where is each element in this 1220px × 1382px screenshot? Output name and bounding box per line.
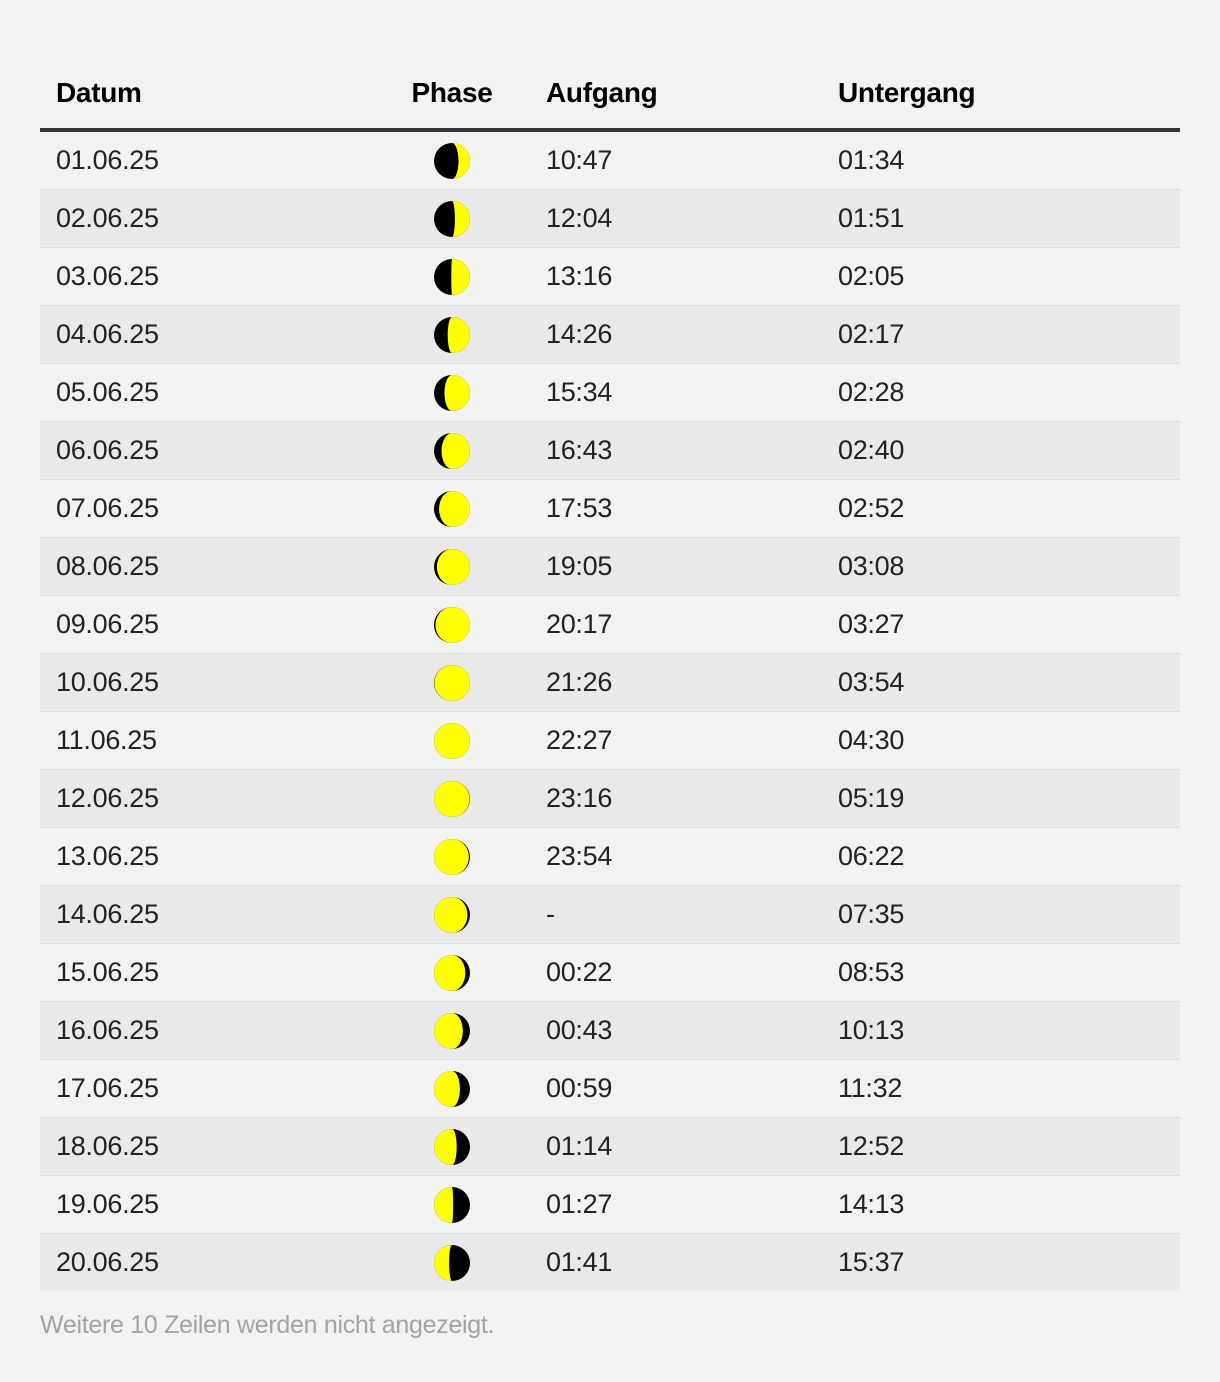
- cell-rise: -: [530, 886, 822, 944]
- moon-phase-icon: [433, 490, 471, 528]
- moon-phase-table: [40, 58, 1180, 1291]
- header-rise[interactable]: Aufgang: [530, 58, 822, 130]
- cell-set: 12:52: [822, 1118, 1180, 1176]
- table-row: [40, 654, 1180, 712]
- moon-phase-icon: [433, 1244, 471, 1282]
- cell-rise: 20:17: [530, 596, 822, 654]
- cell-rise: 16:43: [530, 422, 822, 480]
- table-row: [40, 944, 1180, 1002]
- table-row: [40, 190, 1180, 248]
- cell-rise: 19:05: [530, 538, 822, 596]
- table-row: [40, 130, 1180, 190]
- cell-phase: [374, 364, 530, 422]
- cell-date: 19.06.25: [40, 1176, 374, 1234]
- cell-rise: 12:04: [530, 190, 822, 248]
- table-header: [40, 58, 1180, 130]
- cell-set: 02:05: [822, 248, 1180, 306]
- cell-date: 07.06.25: [40, 480, 374, 538]
- table-body: [40, 130, 1180, 1291]
- cell-phase: [374, 1234, 530, 1292]
- cell-set: 15:37: [822, 1234, 1180, 1292]
- cell-date: 20.06.25: [40, 1234, 374, 1292]
- moon-phase-icon: [433, 1070, 471, 1108]
- cell-phase: [374, 306, 530, 364]
- cell-rise: 01:14: [530, 1118, 822, 1176]
- cell-date: 04.06.25: [40, 306, 374, 364]
- cell-rise: 13:16: [530, 248, 822, 306]
- cell-rise: 22:27: [530, 712, 822, 770]
- moon-phase-icon: [433, 316, 471, 354]
- cell-set: 08:53: [822, 944, 1180, 1002]
- header-date[interactable]: Datum: [40, 58, 374, 130]
- moon-phase-icon: [433, 1186, 471, 1224]
- moon-phase-icon: [433, 200, 471, 238]
- table-row: [40, 1234, 1180, 1292]
- moon-phase-icon: [433, 838, 471, 876]
- moon-phase-icon: [433, 896, 471, 934]
- cell-phase: [374, 712, 530, 770]
- cell-set: 10:13: [822, 1002, 1180, 1060]
- cell-set: 11:32: [822, 1060, 1180, 1118]
- table-row: [40, 770, 1180, 828]
- cell-date: 13.06.25: [40, 828, 374, 886]
- cell-phase: [374, 1176, 530, 1234]
- hidden-rows-note: Weitere 10 Zeilen werden nicht angezeigt.: [40, 1311, 495, 1339]
- cell-date: 01.06.25: [40, 130, 374, 190]
- cell-phase: [374, 1002, 530, 1060]
- cell-date: 05.06.25: [40, 364, 374, 422]
- moon-phase-icon: [433, 548, 471, 586]
- cell-set: 03:54: [822, 654, 1180, 712]
- moon-phase-icon: [433, 1012, 471, 1050]
- cell-date: 10.06.25: [40, 654, 374, 712]
- cell-date: 02.06.25: [40, 190, 374, 248]
- cell-set: 02:28: [822, 364, 1180, 422]
- cell-set: 05:19: [822, 770, 1180, 828]
- cell-phase: [374, 1060, 530, 1118]
- table-row: [40, 828, 1180, 886]
- moon-phase-icon: [433, 142, 471, 180]
- cell-rise: 00:59: [530, 1060, 822, 1118]
- cell-rise: 00:43: [530, 1002, 822, 1060]
- cell-date: 15.06.25: [40, 944, 374, 1002]
- table-row: [40, 538, 1180, 596]
- header-phase[interactable]: Phase: [374, 58, 530, 130]
- cell-rise: 21:26: [530, 654, 822, 712]
- cell-set: 07:35: [822, 886, 1180, 944]
- cell-date: 14.06.25: [40, 886, 374, 944]
- cell-set: 06:22: [822, 828, 1180, 886]
- moon-phase-icon: [433, 954, 471, 992]
- table-row: [40, 1176, 1180, 1234]
- table-row: [40, 364, 1180, 422]
- cell-date: 09.06.25: [40, 596, 374, 654]
- cell-date: 08.06.25: [40, 538, 374, 596]
- table-row: [40, 886, 1180, 944]
- cell-phase: [374, 538, 530, 596]
- cell-rise: 23:54: [530, 828, 822, 886]
- cell-phase: [374, 480, 530, 538]
- cell-phase: [374, 828, 530, 886]
- cell-set: 01:34: [822, 130, 1180, 190]
- cell-rise: 15:34: [530, 364, 822, 422]
- moon-phase-icon: [433, 374, 471, 412]
- cell-date: 18.06.25: [40, 1118, 374, 1176]
- table-row: [40, 1118, 1180, 1176]
- cell-phase: [374, 886, 530, 944]
- header-set[interactable]: Untergang: [822, 58, 1180, 130]
- cell-phase: [374, 1118, 530, 1176]
- cell-date: 11.06.25: [40, 712, 374, 770]
- moon-table-container: [40, 58, 1180, 1340]
- cell-date: 06.06.25: [40, 422, 374, 480]
- table-row: [40, 306, 1180, 364]
- table-row: [40, 480, 1180, 538]
- cell-phase: [374, 596, 530, 654]
- cell-rise: 23:16: [530, 770, 822, 828]
- table-row: [40, 712, 1180, 770]
- table-row: [40, 1060, 1180, 1118]
- cell-date: 16.06.25: [40, 1002, 374, 1060]
- moon-phase-icon: [433, 1128, 471, 1166]
- cell-phase: [374, 248, 530, 306]
- cell-rise: 01:27: [530, 1176, 822, 1234]
- moon-phase-icon: [433, 606, 471, 644]
- cell-set: 02:17: [822, 306, 1180, 364]
- cell-set: 02:52: [822, 480, 1180, 538]
- cell-phase: [374, 190, 530, 248]
- cell-rise: 14:26: [530, 306, 822, 364]
- cell-rise: 01:41: [530, 1234, 822, 1292]
- cell-set: 01:51: [822, 190, 1180, 248]
- moon-phase-icon: [433, 258, 471, 296]
- cell-set: 03:08: [822, 538, 1180, 596]
- table-row: [40, 596, 1180, 654]
- table-row: [40, 422, 1180, 480]
- cell-phase: [374, 944, 530, 1002]
- moon-phase-icon: [433, 780, 471, 818]
- cell-phase: [374, 130, 530, 190]
- cell-set: 04:30: [822, 712, 1180, 770]
- moon-phase-icon: [433, 722, 471, 760]
- cell-rise: 10:47: [530, 130, 822, 190]
- cell-set: 14:13: [822, 1176, 1180, 1234]
- cell-phase: [374, 422, 530, 480]
- moon-phase-icon: [433, 432, 471, 470]
- cell-rise: 17:53: [530, 480, 822, 538]
- cell-phase: [374, 654, 530, 712]
- cell-rise: 00:22: [530, 944, 822, 1002]
- cell-set: 02:40: [822, 422, 1180, 480]
- cell-date: 03.06.25: [40, 248, 374, 306]
- cell-phase: [374, 770, 530, 828]
- cell-set: 03:27: [822, 596, 1180, 654]
- moon-phase-icon: [433, 664, 471, 702]
- table-row: [40, 248, 1180, 306]
- table-row: [40, 1002, 1180, 1060]
- cell-date: 12.06.25: [40, 770, 374, 828]
- cell-date: 17.06.25: [40, 1060, 374, 1118]
